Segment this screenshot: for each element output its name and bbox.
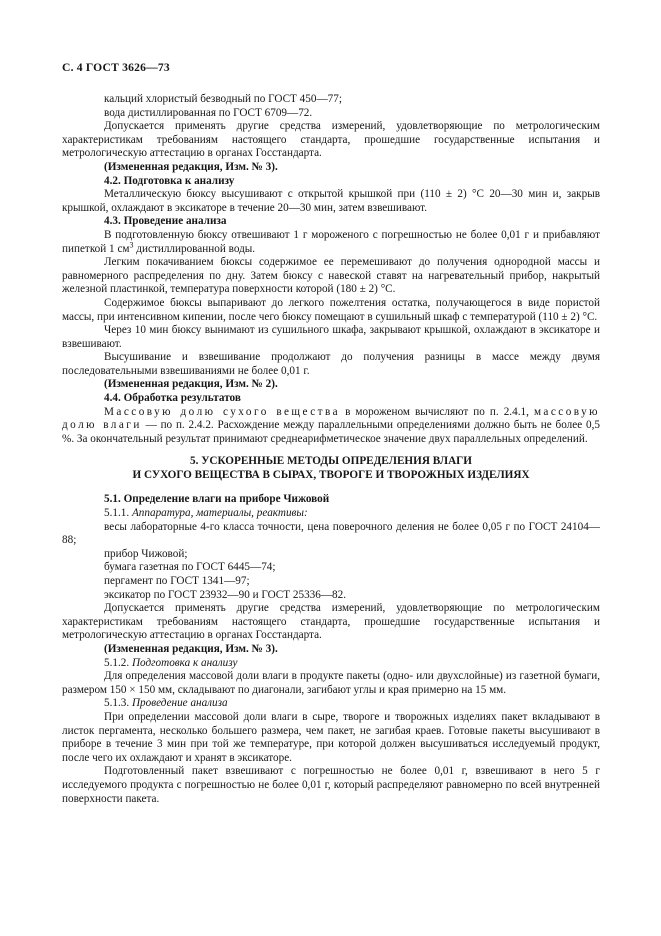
- heading-5-1-3-number: 5.1.3.: [104, 697, 132, 710]
- amended-note-izm3-second: (Измененная редакция, Изм. № 3).: [104, 642, 278, 655]
- heading-4-2: 4.2. Подготовка к анализу: [104, 174, 235, 187]
- paragraph-4-4-text-1: в мороженом вычисляют по п. 2.4.1,: [340, 405, 534, 418]
- document-content: [62, 93, 600, 806]
- heading-5-1-3-title: Проведение анализа: [131, 697, 228, 710]
- paragraph-5-1-3-2: Подготовленный пакет взвешивают с погрешностью не более 0,01 г, взвешивают в него 5 г исследуемого продукта с погрешностью не более 0,01 г, который распределяют равномерно по всей внутренней поверхности пакета.: [62, 765, 600, 805]
- paragraph-5-1-2: Для определения массовой доли влаги в продукте пакеты (одно- или двухслойные) из газетной бумаги, размером 150 × 150 мм, складывают по диагонали, загибают углы и края примерно на 15 мм.: [62, 670, 600, 696]
- paragraph-4-4-text-2: — по п. 2.4.2. Расхождение между параллельными определениями должно быть не более 0,5 %. За окончательный результат принимают среднеарифметическое значение двух параллельных определений.: [62, 419, 600, 445]
- item-chizhova-device: прибор Чижовой;: [104, 547, 188, 560]
- item-newsprint-paper: бумага газетная по ГОСТ 6445—74;: [104, 561, 276, 574]
- heading-4-4: 4.4. Обработка результатов: [104, 392, 241, 405]
- paragraph-4-3-1-text: В подготовленную бюксу отвешивают 1 г мороженого с погрешностью не более 0,01 г и прибавляют пипеткой 1 см: [62, 228, 600, 255]
- paragraph-allow-other-means-2: Допускается применять другие средства измерений, удовлетворяющие по метрологическим характеристикам требованиям настоящего стандарта, прошедшие государственные испытания и метрологическую аттестацию в органах Госстандарта.: [62, 602, 600, 642]
- section-5-title-line-1: 5. УСКОРЕННЫЕ МЕТОДЫ ОПРЕДЕЛЕНИЯ ВЛАГИ: [190, 455, 472, 468]
- paragraph-5-1-3-1: При определении массовой доли влаги в сыре, твороге и творожных изделиях пакет вкладывают в листок пергамента, несколько большего размера, чем пакет, не загибая краев. Готовые пакеты высушивают в приборе в течение 3 мин при той же температуре, при которой должен высушиваться исследуемый продукт, после чего их охлаждают и хранят в эксикаторе.: [62, 710, 600, 764]
- section-5-title-line-2: И СУХОГО ВЕЩЕСТВА В СЫРАХ, ТВОРОГЕ И ТВОРОЖНЫХ ИЗДЕЛИЯХ: [132, 469, 530, 482]
- heading-5-1-2: [62, 657, 600, 671]
- paragraph-4-3-2: Легким покачиванием бюксы содержимое ее перемешивают до получения однородной массы и равномерного распределения по дну. Затем бюксу с навеской ставят на нагревательный прибор, накрытый железной пластинкой, температура поверхности которой (180 ± 2) °С.: [62, 256, 600, 296]
- emphasis-moisture-share: массовую долю влаги: [62, 405, 600, 432]
- paragraph-4-4: [62, 406, 600, 447]
- paragraph-allow-other-means-1: Допускается применять другие средства измерений, удовлетворяющие по метрологическим характеристикам требованиям настоящего стандарта, прошедшие государственные испытания и метрологическую аттестацию в органах Госстандарта.: [62, 120, 600, 160]
- heading-5-1: 5.1. Определение влаги на приборе Чижовой: [104, 493, 330, 506]
- heading-5-1-2-title: Подготовка к анализу: [131, 656, 238, 669]
- item-desiccator: эксикатор по ГОСТ 23932—90 и ГОСТ 25336—82.: [104, 588, 347, 601]
- reagent-line-calcium: кальций хлористый безводный по ГОСТ 450—77;: [104, 93, 342, 105]
- reagent-line-water: вода дистиллированная по ГОСТ 6709—72.: [104, 106, 313, 119]
- heading-5-1-2-number: 5.1.2.: [104, 656, 132, 669]
- amended-note-izm3-first: (Измененная редакция, Изм. № 3).: [104, 160, 278, 173]
- paragraph-4-3-1-tail: дистиллированной воды.: [133, 242, 256, 255]
- heading-5-1-1: [62, 507, 600, 521]
- paragraph-4-3-3: Содержимое бюксы выпаривают до легкого пожелтения остатка, получающегося в виде пористой массы, при интенсивном кипении, после чего бюксу помещают в сушильный шкаф с температурой (110 ± 2) °С.: [62, 296, 600, 323]
- heading-5-1-1-number: 5.1.1.: [104, 507, 132, 520]
- item-parchment: пергамент по ГОСТ 1341—97;: [104, 575, 250, 587]
- emphasis-dry-matter: Массовую долю сухого вещества: [104, 405, 341, 418]
- section-5-title: [62, 454, 600, 482]
- paragraph-4-3-1: [62, 229, 600, 256]
- superscript-cubic: 3: [129, 239, 134, 249]
- page-header: С. 4 ГОСТ 3626—73: [62, 61, 170, 74]
- paragraph-4-3-5: Высушивание и взвешивание продолжают до получения разницы в массе между двумя последовательными взвешиваниями не более 0,01 г.: [62, 351, 600, 377]
- paragraph-4-3-4: Через 10 мин бюксу вынимают из сушильного шкафа, закрывают крышкой, охлаждают в эксикаторе и взвешивают.: [62, 324, 600, 350]
- item-scales: весы лабораторные 4-го класса точности, цена поверочного деления не более 0,05 г по ГОСТ 24104—88;: [62, 520, 600, 547]
- amended-note-izm2: (Измененная редакция, Изм. № 2).: [104, 378, 278, 391]
- heading-5-1-1-title: Аппаратура, материалы, реактивы:: [131, 507, 308, 520]
- paragraph-4-2: Металлическую бюксу высушивают с открытой крышкой при (110 ± 2) °С 20—30 мин и, закрыв крышкой, охлаждают в эксикаторе в течение 20—30 мин, затем взвешивают.: [62, 188, 600, 214]
- heading-5-1-3: [62, 697, 600, 711]
- heading-4-3: 4.3. Проведение анализа: [104, 215, 227, 228]
